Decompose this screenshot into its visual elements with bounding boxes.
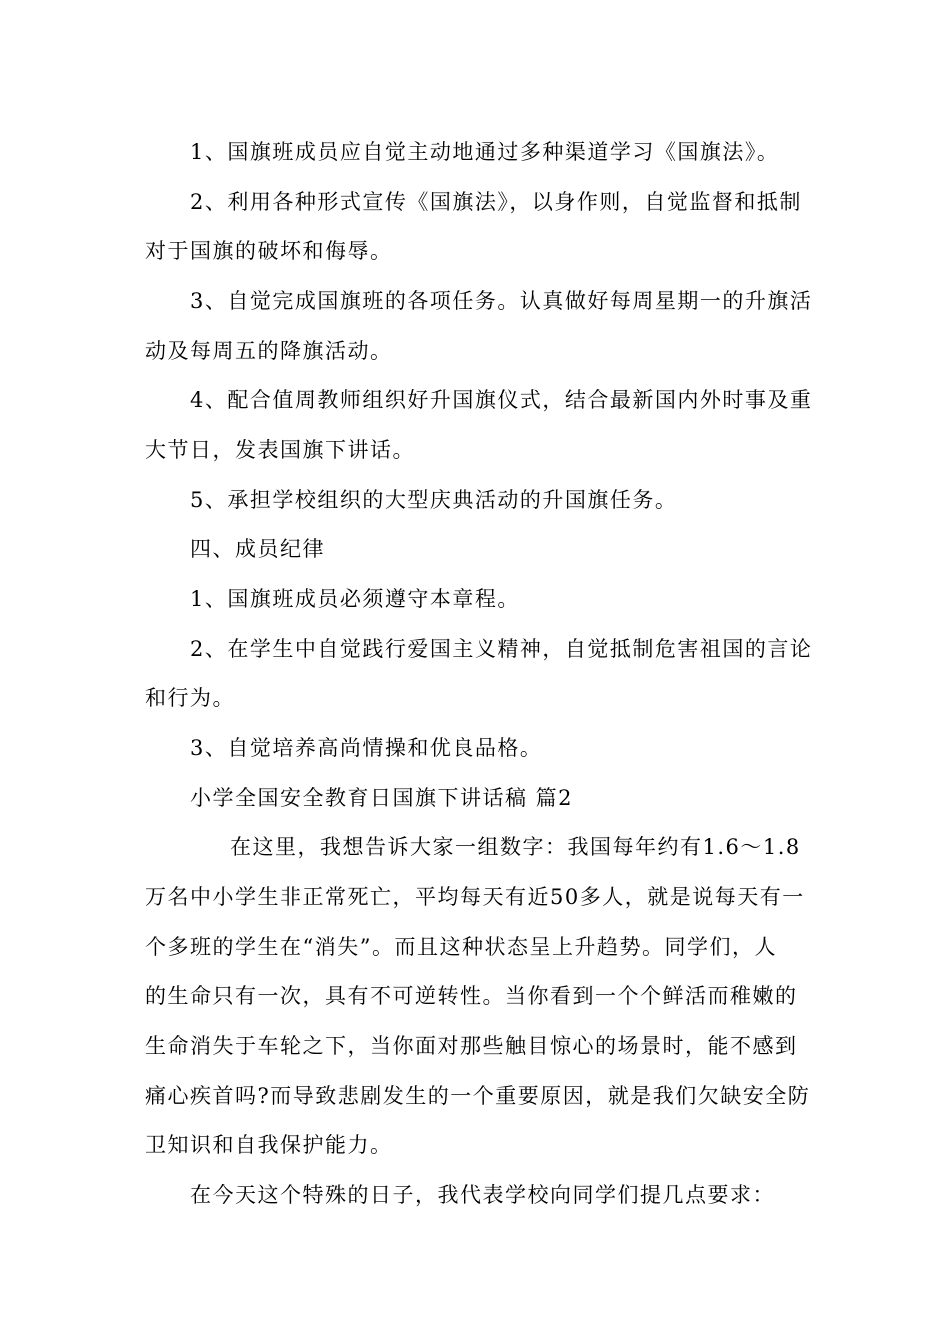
paragraph-line-2: 2、利用各种形式宣传《国旗法》，以身作则，自觉监督和抵制 — [190, 190, 802, 214]
paragraph-line-17: 个多班的学生在“消失”。而且这种状态呈上升趋势。同学们，人 — [145, 935, 777, 959]
paragraph-line-13: 3、自觉培养高尚情操和优良品格。 — [190, 736, 543, 760]
paragraph-line-18: 的生命只有一次，具有不可逆转性。当你看到一个个鲜活而稚嫩的 — [145, 984, 798, 1008]
section-heading: 四、成员纪律 — [190, 537, 325, 561]
paragraph-line-7: 大节日，发表国旗下讲话。 — [145, 438, 415, 462]
paragraph-line-19: 生命消失于车轮之下，当你面对那些触目惊心的场景时，能不感到 — [145, 1034, 798, 1058]
paragraph-line-16: 万名中小学生非正常死亡，平均每天有近50多人，就是说每天有一 — [145, 885, 805, 909]
paragraph-line-1: 1、国旗班成员应自觉主动地通过多种渠道学习《国旗法》。 — [190, 140, 780, 164]
paragraph-line-8: 5、承担学校组织的大型庆典活动的升国旗任务。 — [190, 488, 678, 512]
paragraph-line-3: 对于国旗的破坏和侮辱。 — [145, 239, 393, 263]
paragraph-line-12: 和行为。 — [145, 686, 235, 710]
paragraph-line-20: 痛心疾首吗?而导致悲剧发生的一个重要原因，就是我们欠缺安全防 — [145, 1084, 811, 1108]
paragraph-line-21: 卫知识和自我保护能力。 — [145, 1133, 393, 1157]
paragraph-line-11: 2、在学生中自觉践行爱国主义精神，自觉抵制危害祖国的言论 — [190, 637, 813, 661]
paragraph-line-22: 在今天这个特殊的日子，我代表学校向同学们提几点要求： — [190, 1183, 775, 1207]
paragraph-line-4: 3、自觉完成国旗班的各项任务。认真做好每周星期一的升旗活 — [190, 289, 813, 313]
paragraph-line-10: 1、国旗班成员必须遵守本章程。 — [190, 587, 520, 611]
paragraph-line-15: 在这里，我想告诉大家一组数字：我国每年约有1.6～1.8 — [230, 835, 801, 859]
article-title: 小学全国安全教育日国旗下讲话稿 篇2 — [190, 786, 574, 810]
paragraph-line-5: 动及每周五的降旗活动。 — [145, 339, 393, 363]
paragraph-line-6: 4、配合值周教师组织好升国旗仪式，结合最新国内外时事及重 — [190, 388, 813, 412]
